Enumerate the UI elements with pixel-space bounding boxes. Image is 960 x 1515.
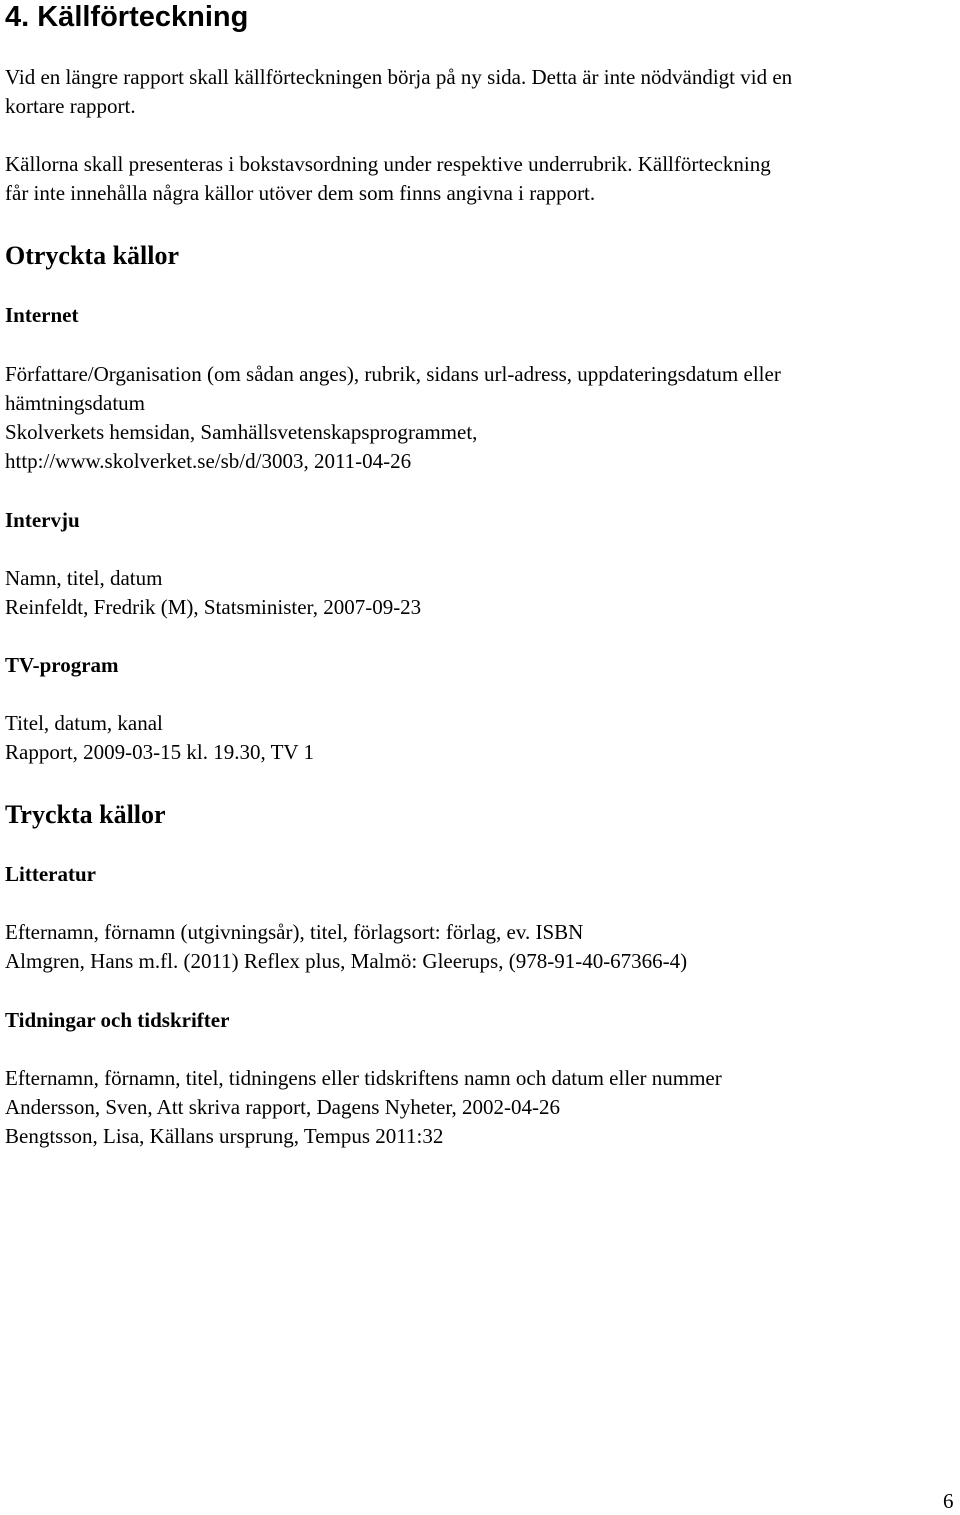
intro-line: Vid en längre rapport skall källförteckningen börja på ny sida. Detta är inte nödvändigt vid en (5, 65, 793, 89)
section-title-printed: Tryckta källor (5, 800, 166, 829)
format-line: Namn, titel, datum (5, 566, 163, 590)
subsection-title-interview: Intervju (5, 508, 80, 532)
subsection-title-internet: Internet (5, 303, 79, 327)
format-line: Efternamn, förnamn, titel, tidningens eller tidskriftens namn och datum eller nummer (5, 1066, 722, 1090)
format-line: Titel, datum, kanal (5, 711, 163, 735)
example-line: Andersson, Sven, Att skriva rapport, Dagens Nyheter, 2002-04-26 (5, 1095, 560, 1119)
subsection-title-tv: TV-program (5, 653, 119, 677)
format-line: hämtningsdatum (5, 391, 145, 415)
section-title-unprinted: Otryckta källor (5, 241, 180, 270)
example-line: Skolverkets hemsidan, Samhällsvetenskapsprogrammet, (5, 420, 478, 444)
example-line: Reinfeldt, Fredrik (M), Statsminister, 2007-09-23 (5, 595, 422, 619)
intro-line: kortare rapport. (5, 94, 136, 118)
example-line: Bengtsson, Lisa, Källans ursprung, Tempus 2011:32 (5, 1124, 444, 1148)
page-heading: 4. Källförteckning (5, 1, 249, 33)
example-line: http://www.skolverket.se/sb/d/3003, 2011-04-26 (5, 449, 412, 473)
format-line: Efternamn, förnamn (utgivningsår), titel, förlagsort: förlag, ev. ISBN (5, 920, 584, 944)
subsection-title-literature: Litteratur (5, 862, 96, 886)
format-line: Författare/Organisation (om sådan anges), rubrik, sidans url-adress, uppdateringsdatum eller (5, 362, 781, 386)
subsection-title-periodicals: Tidningar och tidskrifter (5, 1008, 230, 1032)
page-number: 6 (943, 1489, 954, 1513)
intro-line: Källorna skall presenteras i bokstavsordning under respektive underrubrik. Källförteckning (5, 152, 771, 176)
example-line: Almgren, Hans m.fl. (2011) Reflex plus, Malmö: Gleerups, (978-91-40-67366-4) (5, 949, 688, 973)
intro-line: får inte innehålla några källor utöver dem som finns angivna i rapport. (5, 181, 596, 205)
example-line: Rapport, 2009-03-15 kl. 19.30, TV 1 (5, 740, 314, 764)
